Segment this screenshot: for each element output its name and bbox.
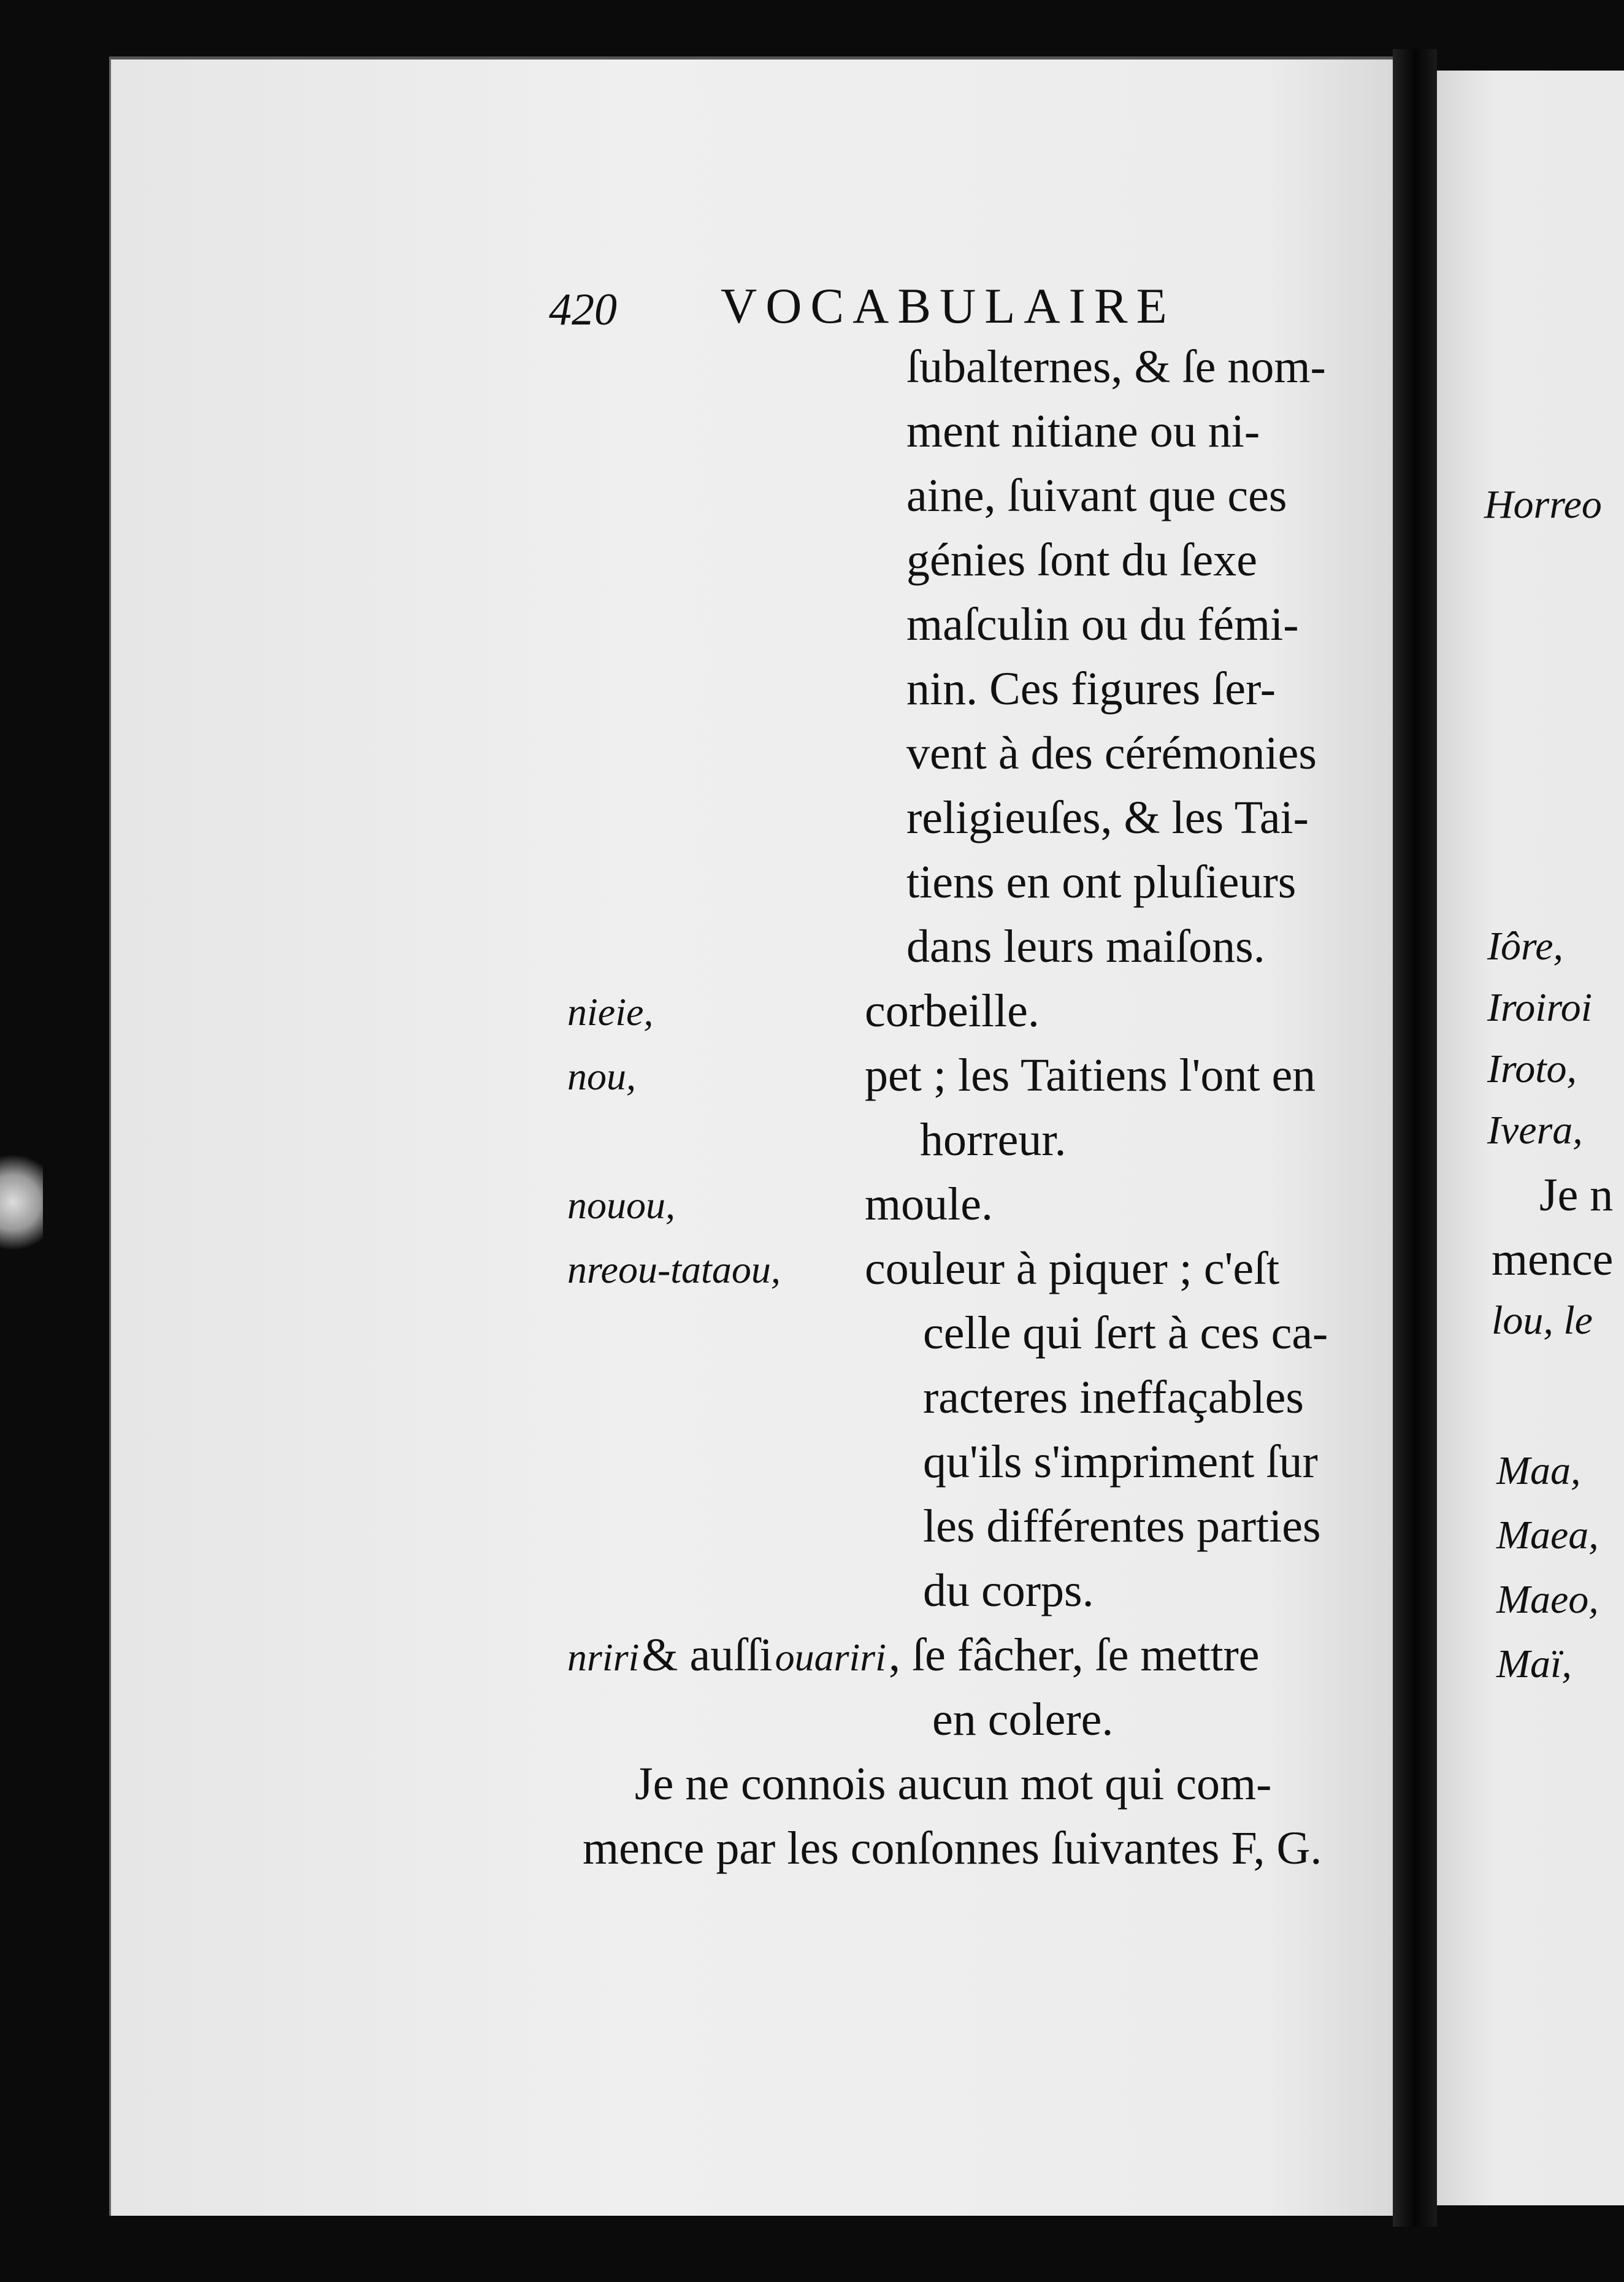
entry-headword: nieie, bbox=[567, 990, 654, 1034]
right-fragment: Ivera, bbox=[1487, 1108, 1583, 1153]
last-entry-line bbox=[567, 1629, 1260, 1681]
right-fragment: Maea, bbox=[1496, 1513, 1599, 1558]
entry-definition: du corps. bbox=[923, 1565, 1094, 1616]
entry-definition: horreur. bbox=[920, 1114, 1067, 1166]
closing-line: mence par les conſonnes ſuivantes F, G. bbox=[583, 1823, 1322, 1874]
right-fragment: Maï, bbox=[1496, 1642, 1572, 1686]
body-line: ſubalternes, & ſe nom- bbox=[906, 341, 1326, 393]
body-line: religieuſes, & les Tai- bbox=[906, 792, 1309, 843]
entry-definition: , ſe fâcher, ſe mettre bbox=[888, 1629, 1260, 1681]
right-fragment: Maeo, bbox=[1496, 1577, 1599, 1622]
entry-headword: nriri bbox=[567, 1635, 640, 1679]
body-line: génies ſont du ſexe bbox=[906, 534, 1257, 586]
entry-definition: qu'ils s'impriment ſur bbox=[923, 1436, 1318, 1488]
body-line: ment nitiane ou ni- bbox=[906, 405, 1260, 457]
entry-definition: couleur à piquer ; c'eſt bbox=[865, 1243, 1280, 1294]
body-line: vent à des cérémonies bbox=[906, 728, 1317, 779]
entry-alt-headword: ouariri bbox=[775, 1635, 886, 1679]
entry-connector: & auſſi bbox=[642, 1629, 773, 1681]
right-fragment: Maa, bbox=[1496, 1448, 1581, 1493]
body-line: maſculin ou du fémi- bbox=[906, 599, 1299, 650]
right-fragment: lou, le bbox=[1492, 1298, 1593, 1343]
right-fragment: Horreo bbox=[1484, 482, 1602, 527]
body-line: dans leurs maiſons. bbox=[906, 921, 1265, 972]
entry-definition: corbeille. bbox=[865, 985, 1040, 1037]
right-fragment: mence bbox=[1492, 1234, 1614, 1285]
entry-definition: moule. bbox=[865, 1178, 993, 1230]
page-number: 420 bbox=[549, 285, 617, 335]
entry-definition: pet ; les Taitiens l'ont en bbox=[865, 1050, 1316, 1101]
right-fragment: Iôre, bbox=[1487, 924, 1564, 969]
entry-headword: nou, bbox=[567, 1055, 636, 1098]
right-fragment: Je n bbox=[1539, 1169, 1614, 1221]
body-line: tiens en ont pluſieurs bbox=[906, 856, 1297, 908]
body-line: nin. Ces figures ſer- bbox=[906, 663, 1276, 715]
right-fragment: Iroto, bbox=[1487, 1047, 1577, 1091]
paper-scrap bbox=[0, 1141, 43, 1264]
right-fragment: Iroiroi bbox=[1487, 985, 1593, 1030]
entry-definition: les différentes parties bbox=[923, 1500, 1321, 1552]
entry-definition: racteres ineffaçables bbox=[923, 1372, 1304, 1423]
book-spine bbox=[1393, 49, 1437, 2227]
entry-headword: nreou-tataou, bbox=[567, 1248, 781, 1291]
entry-definition: celle qui ſert à ces ca- bbox=[923, 1307, 1328, 1359]
body-line: aine, ſuivant que ces bbox=[906, 470, 1287, 521]
entry-definition: en colere. bbox=[932, 1694, 1114, 1745]
entry-headword: nouou, bbox=[567, 1183, 675, 1227]
running-title: VOCABULAIRE bbox=[721, 278, 1176, 334]
closing-line: Je ne connois aucun mot qui com- bbox=[635, 1758, 1272, 1810]
